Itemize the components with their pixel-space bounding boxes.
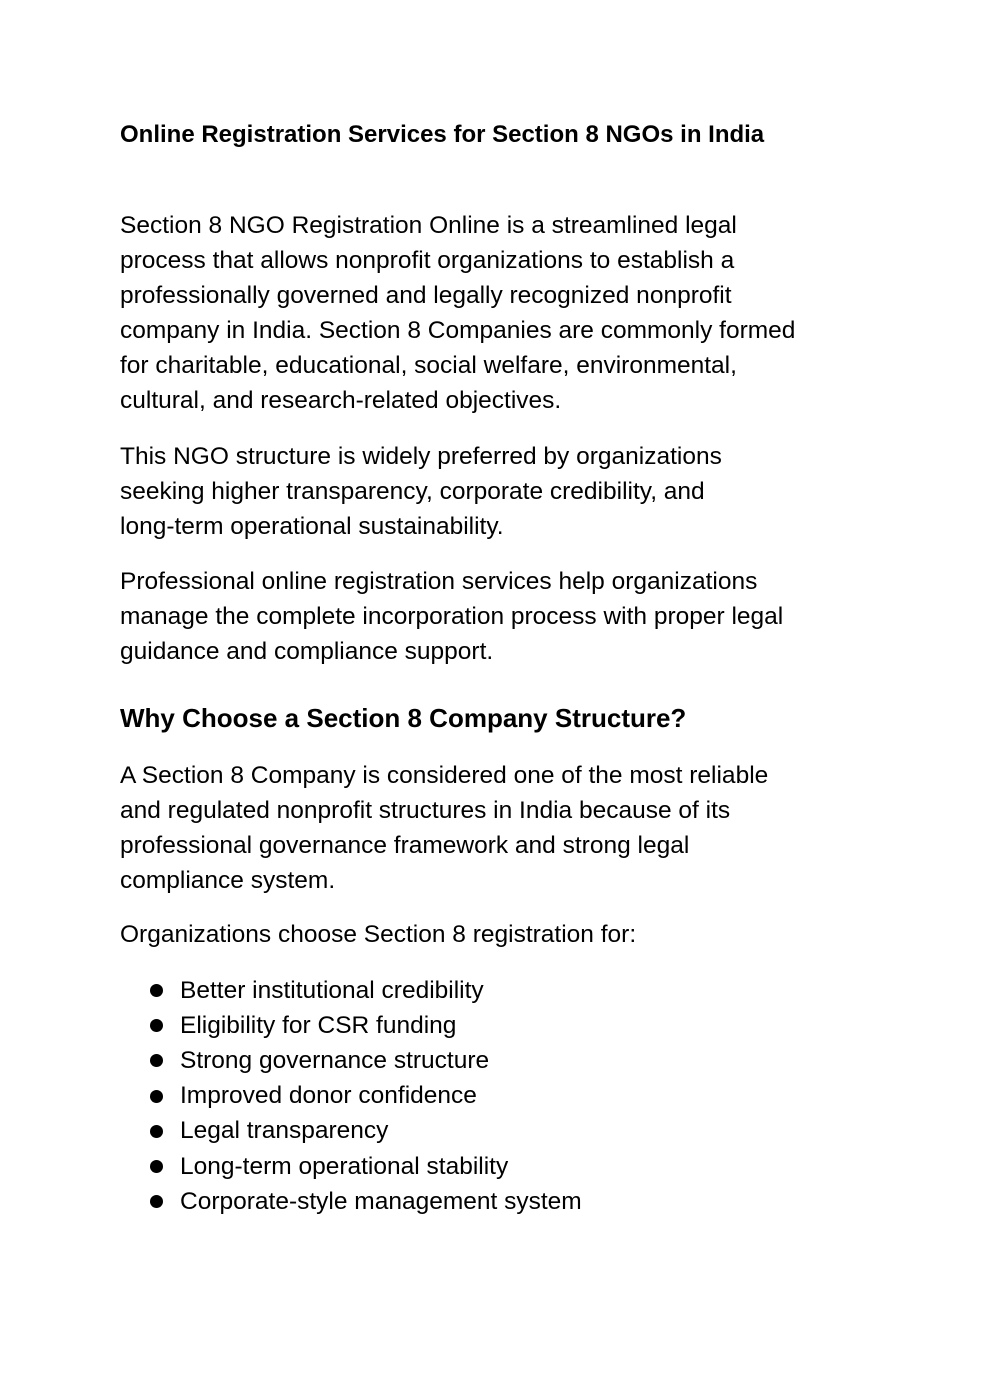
bullet-icon <box>150 1160 163 1173</box>
bullet-icon <box>150 984 163 997</box>
paragraph-line: professional governance framework and strong legal <box>120 832 690 859</box>
paragraph-line: seeking higher transparency, corporate credibility, and <box>120 478 705 505</box>
paragraph-line: manage the complete incorporation process with proper legal <box>120 603 784 630</box>
paragraph-line: cultural, and research-related objectives. <box>120 387 562 414</box>
list-item <box>150 1149 582 1184</box>
list-intro <box>120 917 870 952</box>
list-item-text: Improved donor confidence <box>180 1082 477 1110</box>
list-item <box>150 1184 582 1219</box>
paragraph-line: for charitable, educational, social welfare, environmental, <box>120 352 737 379</box>
list-item-text: Corporate-style management system <box>180 1187 582 1215</box>
paragraph-line: company in India. Section 8 Companies are commonly formed <box>120 317 796 344</box>
bullet-icon <box>150 1090 163 1103</box>
paragraph-line: A Section 8 Company is considered one of the most reliable <box>120 762 769 789</box>
list-item-text: Better institutional credibility <box>180 976 484 1004</box>
intro-paragraph-1 <box>120 208 870 418</box>
paragraph-line: compliance system. <box>120 867 336 894</box>
paragraph-line: Professional online registration services help organizations <box>120 568 758 595</box>
list-item <box>150 1043 582 1078</box>
bullet-icon <box>150 1054 163 1067</box>
paragraph-line: and regulated nonprofit structures in India because of its <box>120 797 731 824</box>
section-heading: Why Choose a Section 8 Company Structure? <box>120 703 687 733</box>
intro-paragraph-3 <box>120 564 870 669</box>
bullet-icon <box>150 1125 163 1138</box>
paragraph-line: This NGO structure is widely preferred by organizations <box>120 443 722 470</box>
paragraph-line: process that allows nonprofit organizations to establish a <box>120 247 735 274</box>
document-title: Online Registration Services for Section 8 NGOs in India <box>120 121 765 148</box>
paragraph-line: long-term operational sustainability. <box>120 513 504 540</box>
paragraph-line: Organizations choose Section 8 registration for: <box>120 921 637 948</box>
section-paragraph <box>120 758 870 898</box>
list-item-text: Strong governance structure <box>180 1046 490 1074</box>
paragraph-line: Section 8 NGO Registration Online is a streamlined legal <box>120 212 737 239</box>
list-item <box>150 1114 582 1149</box>
list-item-text: Legal transparency <box>180 1117 389 1145</box>
list-item <box>150 973 582 1008</box>
paragraph-line: professionally governed and legally recognized nonprofit <box>120 282 732 309</box>
paragraph-line: guidance and compliance support. <box>120 638 494 665</box>
bullet-icon <box>150 1195 163 1208</box>
list-item-text: Long-term operational stability <box>180 1152 509 1180</box>
list-item-text: Eligibility for CSR funding <box>180 1011 457 1039</box>
list-item <box>150 1079 582 1114</box>
benefits-list <box>150 973 582 1219</box>
list-item <box>150 1008 582 1043</box>
intro-paragraph-2 <box>120 439 870 544</box>
bullet-icon <box>150 1019 163 1032</box>
